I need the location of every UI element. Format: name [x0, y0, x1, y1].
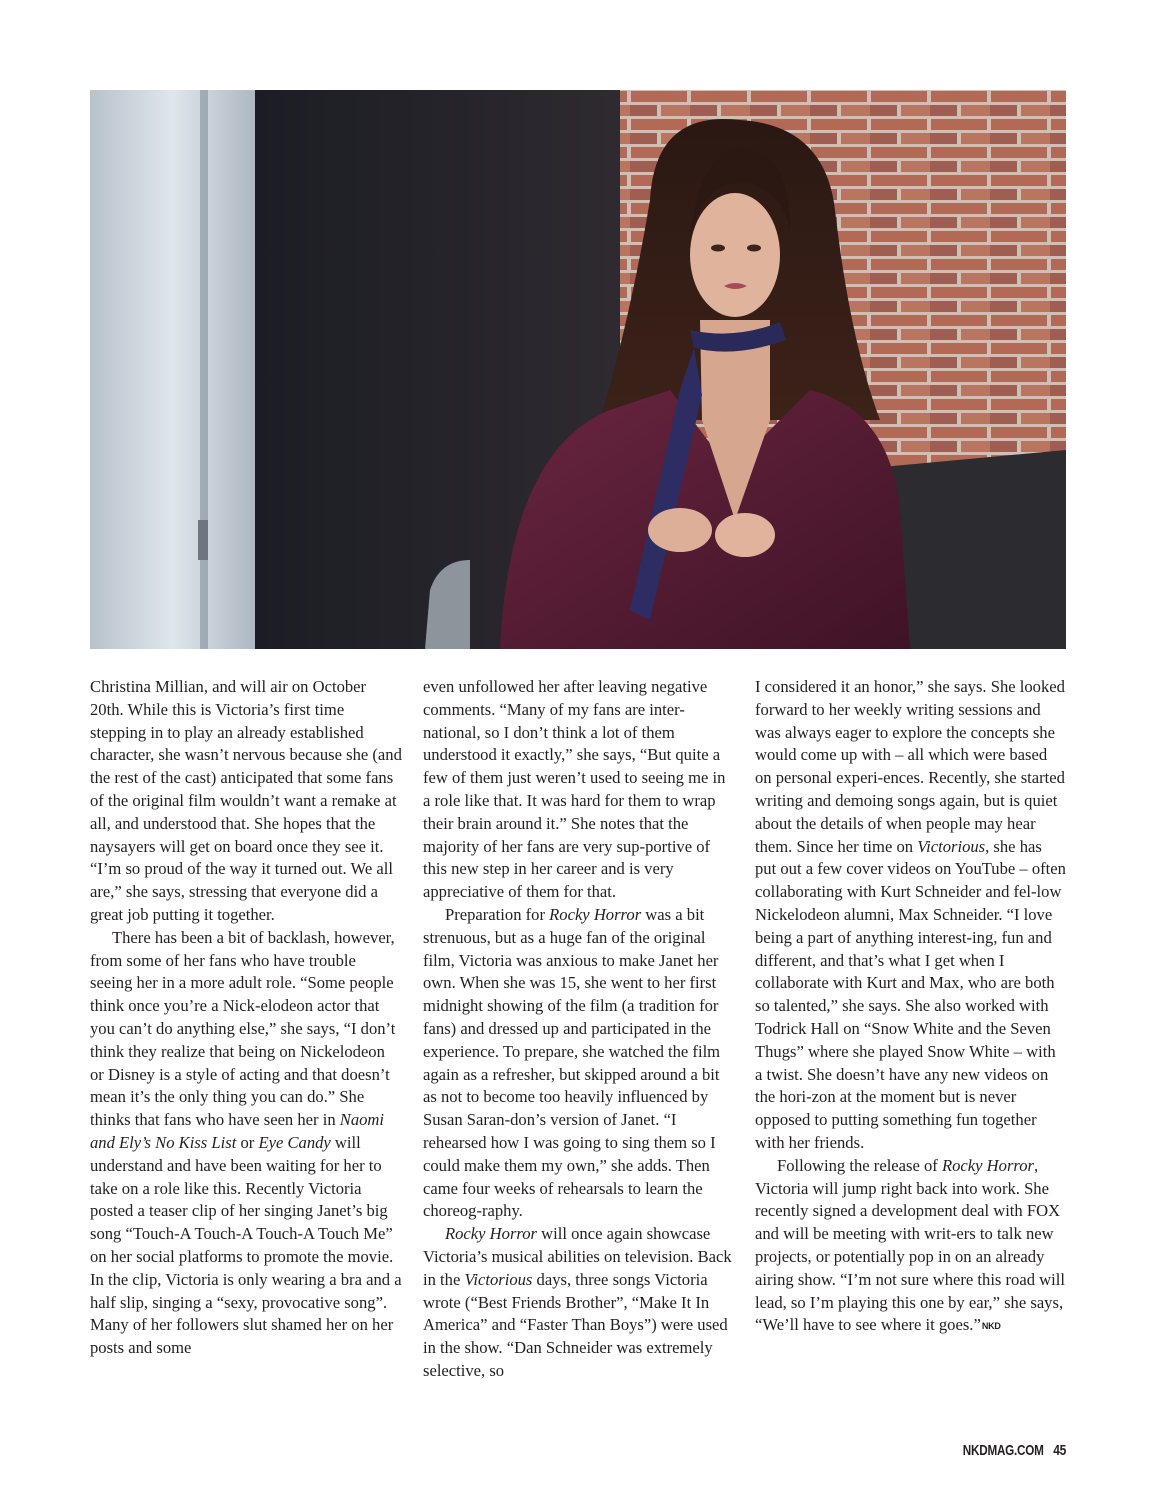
face	[690, 193, 780, 317]
end-mark: NKD	[981, 1321, 1001, 1332]
text-column-3	[755, 676, 1067, 1338]
left-hand	[648, 508, 712, 552]
text-run: or	[236, 1132, 259, 1152]
text-column-2	[423, 676, 735, 1383]
text-run: will once again showcase Victoria’s musical abilities on television. Back in the	[423, 1224, 732, 1289]
article-paragraph	[755, 676, 1067, 1155]
article-paragraph	[755, 1155, 1067, 1338]
text-run: days, three songs Victoria wrote (“Best Friends Brother”, “Make It In America” and “Faster Than Boys”) were used in the show. “Dan Schneider was extremely selective, so	[423, 1269, 728, 1380]
text-run: , she has put out a few cover videos on YouTube – often collaborating with Kurt Schneider and fel-low Nickelodeon alumni, Max Schneider. “I love being a part of anything interest-ing, fun and different, and that’s what I get when I collaborate with Kurt and Max, who are both so talented,” she says. She also worked with Todrick Hall on “Snow White and the Seven Thugs” where she played Snow White – with a twist. She doesn’t have any new videos on the hori-zon at the moment but is never opposed to putting something fun together with her friends.	[755, 836, 1066, 1152]
text-run: will understand and have been waiting for her to take on a role like this. Recently Victoria posted a teaser clip of her singing Janet’s big song “Touch-A Touch-A Touch-A Touch Me” on her social platforms to promote the movie. In the clip, Victoria is only wearing a bra and a half slip, singing a “sexy, provocative song”. Many of her followers slut shamed her on her posts and some	[90, 1132, 402, 1358]
text-run: even unfollowed her after leaving negative comments. “Many of my fans are inter-national, so I don’t think a lot of them understood it exactly,” she says, “But quite a few of them just weren’t used to seeing me in a role like that. It was hard for them to wrap their brain around it.” She notes that the majority of her fans are very sup-portive of this new step in her career and is very appreciative of them for that.	[423, 677, 726, 902]
italic-title: Victorious	[464, 1269, 533, 1289]
page-number: 45	[1053, 1442, 1066, 1459]
italic-title: Victorious	[917, 836, 986, 856]
article-paragraph	[423, 1223, 735, 1383]
italic-title: Rocky Horror	[941, 1155, 1034, 1175]
italic-title: Rocky Horror	[549, 904, 642, 924]
italic-title: Naomi and Ely’s No Kiss List	[90, 1110, 385, 1152]
text-run: I considered it an honor,” she says. She looked forward to her weekly writing sessions and was always eager to explore the concepts she would come up with – all which were based on personal experi-ences. Recently, she started writing and demoing songs again, but is quiet about the details of when people may hear them. Since her time on	[755, 677, 1065, 856]
text-run: Christina Millian, and will air on October 20th. While this is Victoria’s first time stepping in to play an already established character, she wasn’t nervous because she (and the rest of the cast) anticipated that some fans of the original film wouldn’t want a remake at all, and understood that. She hopes that the naysayers will get on board once they see it. “I’m so proud of the way it turned out. We all are,” she says, stressing that everyone did a great job putting it together.	[90, 677, 402, 924]
italic-title: Rocky Horror	[445, 1224, 538, 1244]
feature-photo	[90, 90, 1066, 649]
text-run: There has been a bit of backlash, however, from some of her fans who have trouble seeing her in a more adult role. “Some people think once you’re a Nick-elodeon actor that you can’t do anything else,” she says, “I don’t think they realize that being on Nickelodeon or Disney is a style of acting and that doesn’t mean it’s the only thing you can do.” She thinks that fans who have seen her in	[90, 927, 396, 1130]
right-hand	[715, 513, 775, 557]
article-paragraph	[90, 676, 402, 927]
door	[90, 90, 255, 649]
text-run: was a bit strenuous, but as a huge fan of the original film, Victoria was anxious to make Janet her own. When she was 15, she went to her first midnight showing of the film (a tradition for fans) and dressed up and participated in the experience. To prepare, she watched the film again as a refresher, but skipped around a bit as not to become too heavily influenced by Susan Saran-don’s version of Janet. “I rehearsed how I was going to sing them so I could make them my own,” she adds. Then came four weeks of rehearsals to learn the choreog-raphy.	[423, 904, 721, 1221]
portrait-illustration	[90, 90, 1066, 649]
site-name: NKDMAG.COM	[963, 1442, 1044, 1459]
article-paragraph	[90, 927, 402, 1360]
page-footer	[940, 1442, 1066, 1459]
text-run: , Victoria will jump right back into work. She recently signed a development deal with FOX and will be meeting with writ-ers to talk new projects, or potentially pop in on an already airing show. “I’m not sure where this road will lead, so I’m playing this one by ear,” she says, “We’ll have to see where it goes.”	[755, 1155, 1065, 1335]
article-paragraph	[423, 904, 735, 1223]
article-paragraph	[423, 676, 735, 904]
italic-title: Eye Candy	[258, 1132, 331, 1152]
text-column-1	[90, 676, 402, 1360]
text-run: Preparation for	[445, 904, 550, 924]
text-run: Following the release of	[777, 1155, 942, 1175]
